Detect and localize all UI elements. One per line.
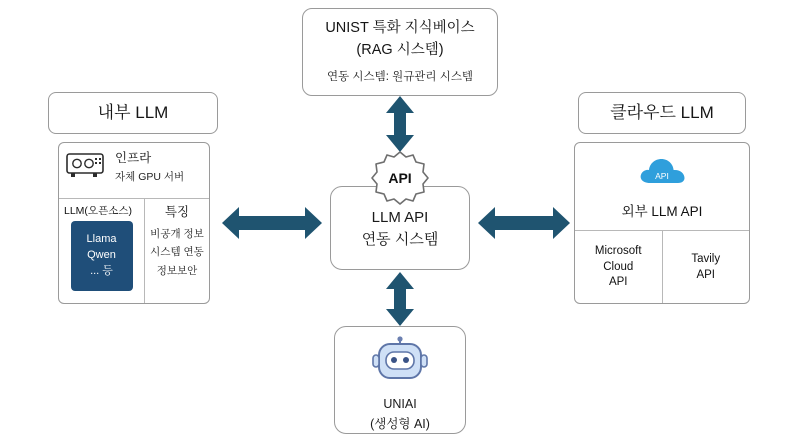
infrastructure-text — [113, 143, 209, 184]
knowledge-base-node — [302, 8, 498, 96]
cloud-llm-title-node — [578, 92, 746, 134]
provider-cell-tavily — [663, 231, 750, 304]
external-llm-api-section — [575, 143, 749, 231]
features-cell — [145, 199, 209, 304]
knowledge-base-title-line1: UNIST 특화 지식베이스 — [325, 20, 475, 36]
llm-api-system-line2: 연동 시스템 — [361, 230, 439, 248]
model-name-2: Qwen — [87, 249, 116, 262]
arrow-internal-center — [222, 200, 322, 246]
cloud-llm-title-label: 클라우드 LLM — [610, 102, 714, 122]
arrow-knowledgebase-center — [378, 96, 422, 152]
provider-line: Tavily — [691, 252, 721, 265]
model-chip — [71, 221, 133, 291]
model-name-1: Llama — [86, 233, 117, 246]
models-and-features-row — [59, 199, 209, 304]
cloud-api-icon — [636, 153, 688, 196]
open-source-llm-cell — [59, 199, 145, 304]
internal-llm-title-node — [48, 92, 218, 134]
provider-line: API — [608, 276, 628, 289]
uniai-label-line2: (생성형 AI) — [370, 416, 430, 431]
infrastructure-label: 인프라 — [115, 151, 152, 165]
gpu-card-icon — [59, 143, 113, 179]
provider-row — [575, 231, 749, 304]
provider-cell-microsoft — [575, 231, 663, 304]
svg-text:API: API — [655, 171, 669, 181]
llm-api-system-line1: LLM API — [371, 208, 429, 226]
external-llm-api-label: 외부 LLM API — [621, 204, 703, 219]
arrow-center-cloud — [478, 200, 570, 246]
open-source-llm-label: LLM(오픈소스) — [64, 205, 132, 217]
robot-icon — [372, 335, 428, 394]
api-gear-icon — [370, 150, 430, 208]
infrastructure-sublabel: 자체 GPU 서버 — [115, 171, 185, 183]
feature-item: 정보보안 — [156, 264, 198, 277]
features-title: 특징 — [164, 205, 190, 219]
feature-item: 비공개 정보 — [150, 228, 204, 240]
knowledge-base-title-line2: (RAG 시스템) — [356, 41, 444, 58]
cloud-llm-detail-node — [574, 142, 750, 304]
provider-line: API — [696, 268, 716, 281]
internal-llm-title-label: 내부 LLM — [97, 102, 169, 122]
uniai-node — [334, 326, 466, 434]
uniai-label-line1: UNIAI — [383, 397, 417, 411]
provider-line: Cloud — [603, 260, 634, 273]
arrow-center-uniai — [378, 272, 422, 326]
provider-line: Microsoft — [594, 245, 642, 258]
infrastructure-row — [59, 143, 209, 199]
internal-llm-detail-node — [58, 142, 210, 304]
knowledge-base-subtitle: 연동 시스템: 원규관리 시스템 — [326, 71, 474, 84]
model-name-3: ... 등 — [90, 264, 113, 277]
feature-item: 시스템 연동 — [150, 246, 204, 259]
svg-text:API: API — [388, 170, 412, 186]
